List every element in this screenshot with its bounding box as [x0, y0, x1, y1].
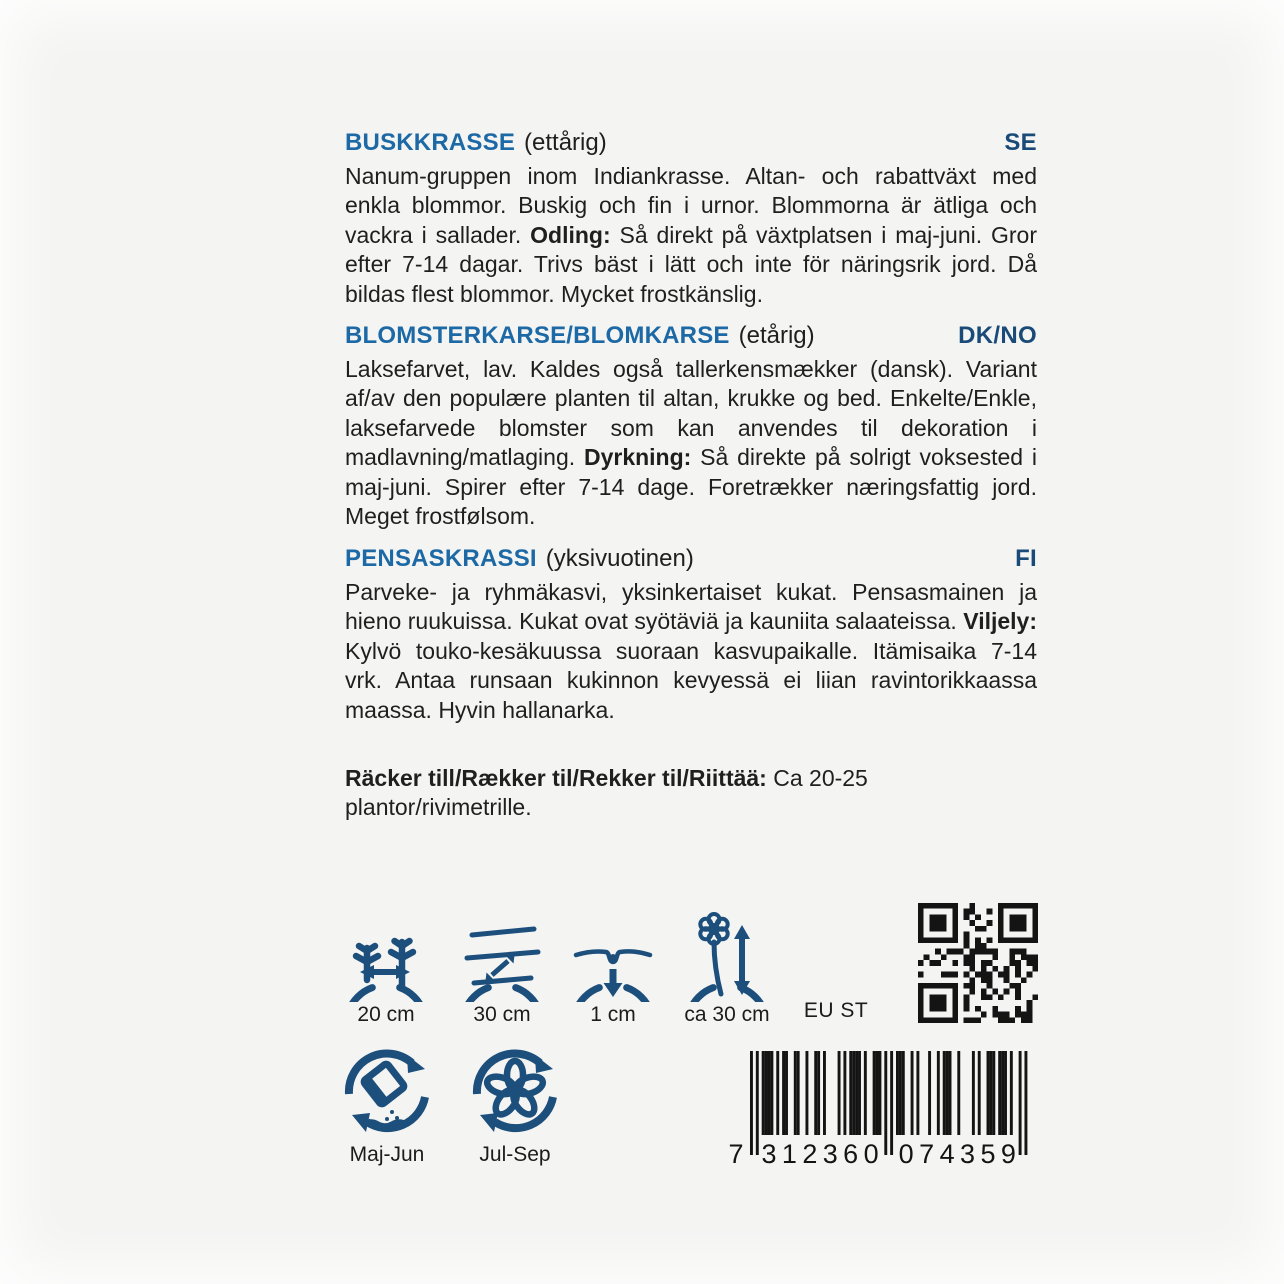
species-qualifier: (yksivuotinen): [545, 545, 694, 572]
qr-code: [918, 903, 1038, 1023]
sowing-depth-glyph: [563, 902, 663, 1002]
sowing-period-icon: [337, 1042, 437, 1167]
plant-height-glyph: [677, 902, 777, 1002]
icon-label: Jul-Sep: [479, 1143, 551, 1166]
svg-text:6: 6: [843, 1139, 859, 1169]
plant-spacing-icon: [336, 902, 436, 1027]
svg-text:1: 1: [781, 1139, 797, 1169]
language-code: FI: [1015, 545, 1037, 572]
section-heading-row: [345, 546, 1037, 572]
row-spacing-icon: [452, 902, 552, 1027]
svg-text:7: 7: [728, 1139, 744, 1169]
svg-text:3: 3: [761, 1139, 777, 1169]
icon-label: 20 cm: [357, 1003, 415, 1026]
svg-text:7: 7: [919, 1139, 935, 1169]
icon-label: ca 30 cm: [684, 1003, 770, 1026]
flowering-period-glyph: [465, 1042, 565, 1142]
svg-text:5: 5: [980, 1139, 996, 1169]
svg-text:4: 4: [939, 1139, 955, 1169]
section-dk-no: [345, 323, 1037, 531]
yield-line: Räcker till/Rækker til/Rekker til/Riittää: Ca 20-25 plantor/rivimetrille.: [345, 765, 868, 820]
qr-code-glyph: [918, 903, 1038, 1023]
section-heading-row: [345, 130, 1037, 156]
language-code: SE: [1004, 129, 1037, 156]
icon-label: 1 cm: [590, 1003, 636, 1026]
svg-text:3: 3: [822, 1139, 838, 1169]
species-title: PENSASKRASSI: [345, 545, 537, 572]
ean13-barcode: [724, 1051, 1032, 1174]
plant-height-icon: [677, 902, 777, 1027]
icon-label: Maj-Jun: [349, 1143, 425, 1166]
description-text: Laksefarvet, lav. Kaldes også tallerkensmækker (dansk). Variant af/av den populære planten til altan, krukke og bed. Enkelte/Enkle, laksefarvede blomster som kan anvendes til dekoration i madlavning/matlaging. Dyrkning: Så direkte på solrigt voksested i maj-juni. Spirer efter 7-14 dage. Foretrækker næringsfattig jord. Meget frostfølsom.: [345, 356, 1038, 530]
species-qualifier: (etårig): [738, 322, 815, 349]
icon-label: 30 cm: [473, 1003, 531, 1026]
plant-spacing-glyph: [336, 902, 436, 1002]
species-title: BLOMSTERKARSE/BLOMKARSE: [345, 322, 730, 349]
section-fi: [345, 546, 1037, 725]
svg-text:2: 2: [802, 1139, 818, 1169]
svg-text:0: 0: [863, 1139, 879, 1169]
section-heading-row: [345, 323, 1037, 349]
section-se: [345, 130, 1037, 309]
species-title: BUSKKRASSE: [345, 129, 516, 156]
language-code: DK/NO: [958, 322, 1037, 349]
species-qualifier: (ettårig): [524, 129, 607, 156]
description-text: Nanum-gruppen inom Indiankrasse. Altan- och rabattväxt med enkla blommor. Buskig och fin i urnor. Blommorna är ätliga och vackra i sallader. Odling: Så direkt på växtplatsen i maj-juni. Gror efter 7-14 dagar. Trivs bäst i lätt och inte för näringsrik jord. Då bildas flest blommor. Mycket frostkänslig.: [345, 163, 1037, 307]
row-spacing-glyph: [452, 902, 552, 1002]
svg-text:3: 3: [959, 1139, 976, 1169]
description-text: Parveke- ja ryhmäkasvi, yksinkertaiset kukat. Pensasmainen ja hieno ruukuissa. Kukat ovat syötäviä ja kauniita salaateissa. Viljely: Kylvö touko-kesäkuussa suoraan kasvupaikalle. Itämisaika 7-14 vrk. Antaa runsaan kukinnon kevyessä ei liian ravintorikkaassa maassa. Hyvin hallanarka.: [345, 579, 1037, 723]
ean13-barcode-glyph: [724, 1051, 1032, 1169]
flowering-period-icon: [465, 1042, 565, 1167]
svg-text:9: 9: [1000, 1139, 1016, 1169]
svg-text:0: 0: [898, 1139, 914, 1169]
sowing-depth-icon: [563, 902, 663, 1027]
eu-standard-note: EU ST: [803, 999, 869, 1022]
sowing-period-glyph: [337, 1042, 437, 1142]
